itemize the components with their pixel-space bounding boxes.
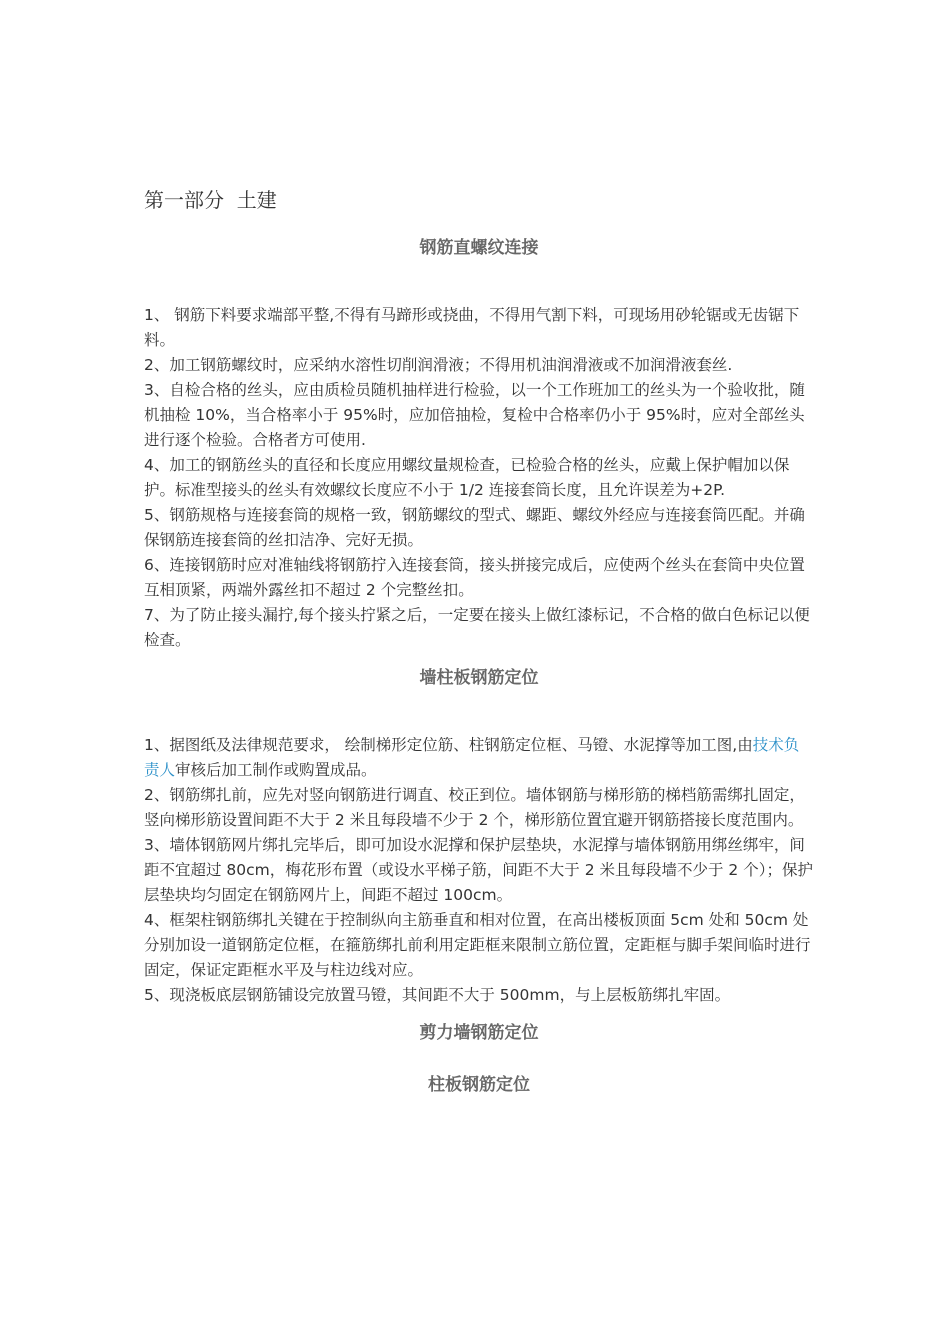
- list-item-text: 1、据图纸及法律规范要求， 绘制梯形定位筋、柱钢筋定位框、马镫、水泥撑等加工图,由: [144, 736, 753, 754]
- document-content: [144, 182, 814, 1098]
- list-item: 1、 钢筋下料要求端部平整,不得有马蹄形或挠曲，不得用气割下料，可现场用砂轮锯或无齿锯下料。: [144, 306, 800, 349]
- technical-lead-link[interactable]: 技术负责人: [144, 736, 800, 779]
- section-heading-shear-wall-rebar-positioning: 剪力墙钢筋定位: [419, 1023, 539, 1043]
- section-heading-wall-column-slab-rebar-positioning: 墙柱板钢筋定位: [419, 668, 539, 688]
- list-item: 7、为了防止接头漏拧,每个接头拧紧之后，一定要在接头上做红漆标记，不合格的做白色标记以便检查。: [144, 606, 810, 649]
- list-item: [144, 733, 814, 783]
- section-heading-column-slab-rebar-positioning: 柱板钢筋定位: [428, 1075, 530, 1095]
- section-2-list: [144, 733, 814, 1008]
- list-item: 4、框架柱钢筋绑扎关键在于控制纵向主筋垂直和相对位置，在高出楼板顶面 5cm 处和 50cm 处分别加设一道钢筋定位框，在箍筋绑扎前利用定距框来限制立筋位置，定距框与脚手架间临时进行固定，保证定距框水平及与柱边线对应。: [144, 911, 811, 979]
- list-item: 4、加工的钢筋丝头的直径和长度应用螺纹量规检查，已检验合格的丝头，应戴上保护帽加以保护。标准型接头的丝头有效螺纹长度应不小于 1/2 连接套筒长度，且允许误差为+2P.: [144, 456, 790, 499]
- list-item-text: 审核后加工制作或购置成品。: [175, 761, 377, 779]
- list-item: 2、钢筋绑扎前，应先对竖向钢筋进行调直、校正到位。墙体钢筋与梯形筋的梯档筋需绑扎固定，竖向梯形筋设置间距不大于 2 米且每段墙不少于 2 个，梯形筋位置宜避开钢筋搭接长度范围内。: [144, 786, 805, 829]
- list-item: 5、钢筋规格与连接套筒的规格一致，钢筋螺纹的型式、螺距、螺纹外经应与连接套筒匹配。并确保钢筋连接套筒的丝扣洁净、完好无损。: [144, 506, 805, 549]
- list-item: 3、自检合格的丝头，应由质检员随机抽样进行检验，以一个工作班加工的丝头为一个验收批，随机抽检 10%，当合格率小于 95%时，应加倍抽检，复检中合格率仍小于 95%时，应对全部丝头进行逐个检验。合格者方可使用.: [144, 381, 805, 449]
- list-item: 5、现浇板底层钢筋铺设完放置马镫，其间距不大于 500mm，与上层板筋绑扎牢固。: [144, 986, 731, 1004]
- list-item: 2、加工钢筋螺纹时，应采纳水溶性切削润滑液；不得用机油润滑液或不加润滑液套丝.: [144, 356, 733, 374]
- list-item: 6、连接钢筋时应对准轴线将钢筋拧入连接套筒，接头拼接完成后，应使两个丝头在套筒中央位置互相顶紧，两端外露丝扣不超过 2 个完整丝扣。: [144, 556, 805, 599]
- part-title: 第一部分 土建: [144, 188, 277, 212]
- section-1-list: [144, 303, 814, 653]
- section-heading-rebar-threaded-connection: 钢筋直螺纹连接: [419, 238, 539, 258]
- list-item: 3、墙体钢筋网片绑扎完毕后，即可加设水泥撑和保护层垫块，水泥撑与墙体钢筋用绑丝绑牢，间距不宜超过 80cm，梅花形布置（或设水平梯子筋，间距不大于 2 米且每段墙不少于 2 个）；保护层垫块均匀固定在钢筋网片上，间距不超过 100cm。: [144, 836, 813, 904]
